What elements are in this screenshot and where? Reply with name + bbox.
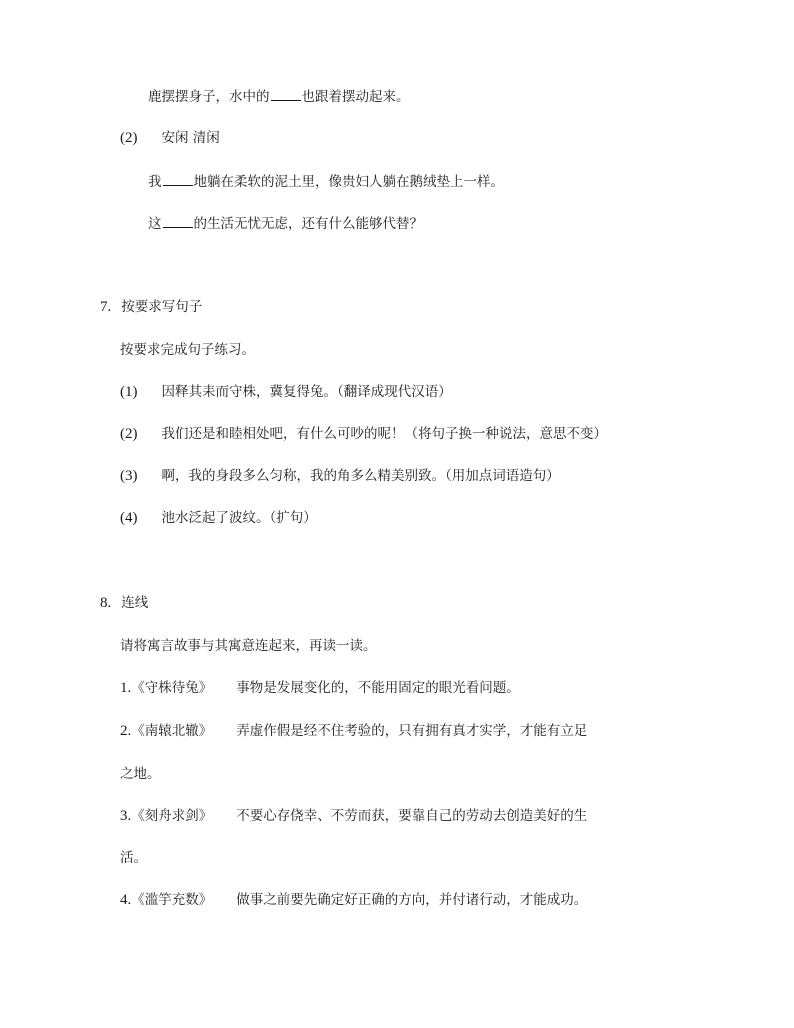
q8-item-meaning: 不要心存侥幸、不劳而获，要靠自己的劳动去创造美好的生: [236, 808, 588, 824]
q6-sub2-header: [120, 128, 220, 148]
q7-item-2: [120, 424, 607, 444]
q6-sentence-deer: [148, 87, 410, 107]
q7-instruction: 按要求完成句子练习。: [120, 342, 255, 358]
q8-item-story: 《刻舟求剑》: [131, 808, 213, 824]
q7-title: 按要求写句子: [121, 299, 203, 315]
q8-item-3-continuation: 活。: [120, 850, 147, 866]
q8-item-story: 《守株待兔》: [131, 680, 213, 696]
fill-blank[interactable]: [271, 87, 301, 101]
q7-item-number: (2): [120, 426, 138, 442]
q8-item-1: [120, 678, 520, 698]
q6-sentence-lie-part2: 地躺在柔软的泥土里，像贵妇人躺在鹅绒垫上一样。: [193, 174, 504, 190]
q6-sentence-deer-part2: 也跟着摆动起来。: [301, 89, 410, 105]
q8-item-number: 4.: [120, 892, 132, 908]
q8-item-meaning: 事物是发展变化的，不能用固定的眼光看问题。: [236, 680, 520, 696]
q6-sentence-life-part2: 的生活无忧无虑，还有什么能够代替？: [193, 216, 423, 232]
q6-sentence-lie-part1: 我: [148, 174, 162, 190]
q7-item-4: [120, 508, 317, 528]
q7-item-text: 啊，我的身段多么匀称，我的角多么精美别致。（用加点词语造句）: [161, 468, 560, 484]
q7-item-3: [120, 466, 560, 486]
q8-number: 8.: [100, 595, 112, 611]
q6-sub2-words: 安闲 清闲: [161, 130, 220, 146]
q7-item-1: [120, 382, 452, 402]
q8-instruction: 请将寓言故事与其寓意连起来，再读一读。: [120, 638, 377, 654]
q8-item-number: 1.: [120, 680, 132, 696]
q8-item-story: 《滥竽充数》: [131, 892, 213, 908]
q8-item-4: [120, 890, 587, 910]
q8-item-meaning: 弄虚作假是经不住考验的，只有拥有真才实学，才能有立足: [236, 723, 588, 739]
q7-heading: [100, 297, 202, 317]
q8-item-2: [120, 721, 587, 741]
fill-blank[interactable]: [163, 214, 193, 228]
q8-heading: [100, 593, 148, 613]
q8-item-3: [120, 806, 587, 826]
q8-item-number: 2.: [120, 723, 132, 739]
q8-item-number: 3.: [120, 808, 132, 824]
q8-item-story: 《南辕北辙》: [131, 723, 213, 739]
q7-number: 7.: [100, 299, 112, 315]
q6-sub2-number: (2): [120, 130, 138, 146]
q7-item-text: 池水泛起了波纹。（扩句）: [161, 510, 317, 526]
q7-item-number: (4): [120, 510, 138, 526]
q7-item-text: 因释其耒而守株，冀复得兔。（翻译成现代汉语）: [161, 384, 452, 400]
q6-sentence-lie: [148, 172, 504, 192]
q6-sentence-deer-part1: 鹿摆摆身子，水中的: [148, 89, 270, 105]
q6-sentence-life: [148, 214, 423, 234]
q8-item-meaning: 做事之前要先确定好正确的方向，并付诸行动，才能成功。: [236, 892, 588, 908]
q7-item-number: (3): [120, 468, 138, 484]
q7-item-number: (1): [120, 384, 138, 400]
fill-blank[interactable]: [163, 172, 193, 186]
q8-title: 连线: [121, 595, 149, 611]
q6-sentence-life-part1: 这: [148, 216, 162, 232]
q7-item-text: 我们还是和睦相处吧，有什么可吵的呢！（将句子换一种说法，意思不变）: [161, 426, 607, 442]
q8-item-2-continuation: 之地。: [120, 766, 161, 782]
